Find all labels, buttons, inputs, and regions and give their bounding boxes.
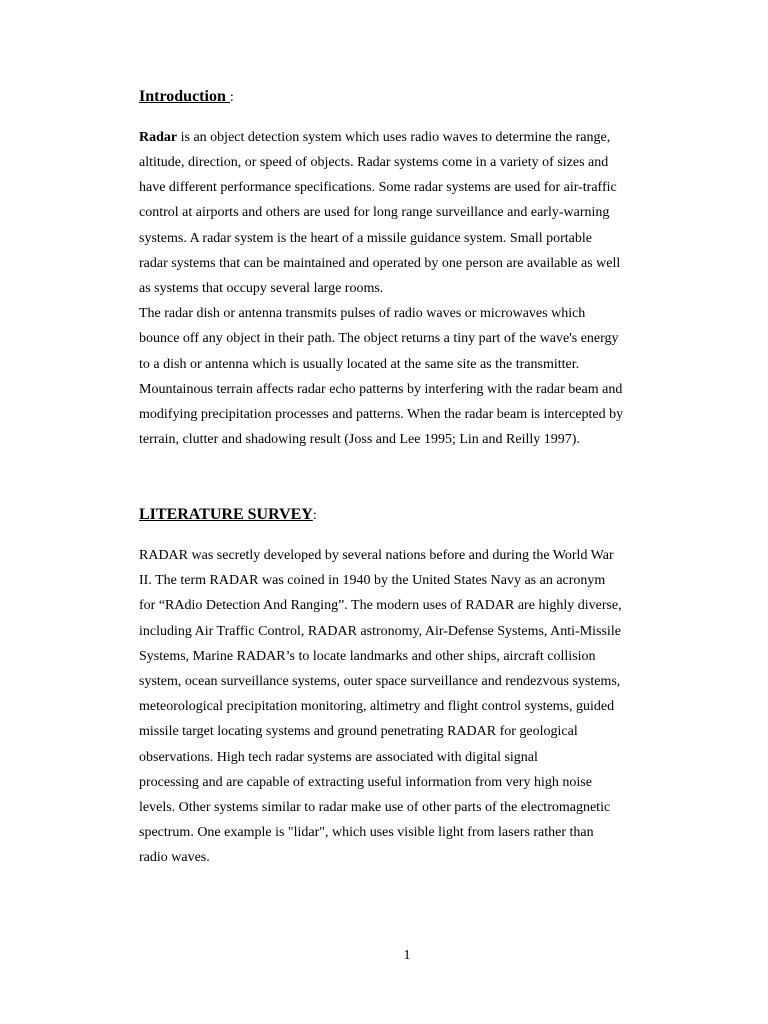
paragraph-line: systems. A radar system is the heart of a missile guidance system. Small portable [139,231,592,246]
paragraph-line: control at airports and others are used for long range surveillance and early-warning [139,205,610,220]
paragraph-line: altitude, direction, or speed of objects. Radar systems come in a variety of sizes and [139,155,609,170]
introduction-colon: : [229,90,234,105]
paragraph-line: for “RAdio Detection And Ranging”. The modern uses of RADAR are highly diverse, [139,598,622,613]
paragraph-line: Mountainous terrain affects radar echo patterns by interfering with the radar beam and [139,382,623,397]
paragraph-line: II. The term RADAR was coined in 1940 by the United States Navy as an acronym [139,573,606,588]
paragraph-line: spectrum. One example is "lidar", which uses visible light from lasers rather than [139,825,594,840]
paragraph-line: radar systems that can be maintained and operated by one person are available as well [139,256,621,271]
paragraph-line: system, ocean surveillance systems, outer space surveillance and rendezvous systems, [139,674,621,689]
paragraph-line: Systems, Marine RADAR’s to locate landmarks and other ships, aircraft collision [139,649,596,664]
literature-survey-title: LITERATURE SURVEY [139,506,313,523]
page-number: 1 [403,948,411,963]
paragraph-line: processing and are capable of extracting useful information from very high noise [139,775,592,790]
paragraph-line: including Air Traffic Control, RADAR astronomy, Air-Defense Systems, Anti-Missile [139,624,621,639]
paragraph-line: meteorological precipitation monitoring, altimetry and flight control systems, guided [139,699,615,714]
paragraph-line: to a dish or antenna which is usually located at the same site as the transmitter. [139,357,580,372]
paragraph-line: modifying precipitation processes and patterns. When the radar beam is intercepted by [139,407,624,422]
paragraph-line: bounce off any object in their path. The object returns a tiny part of the wave's energy [139,331,619,346]
paragraph-line: levels. Other systems similar to radar make use of other parts of the electromagnetic [139,800,611,815]
paragraph-line: radio waves. [139,850,210,865]
paragraph-line: have different performance specifications. Some radar systems are used for air-traffic [139,180,617,195]
paragraph-line: Radar is an object detection system which uses radio waves to determine the range, [139,130,611,145]
literature-survey-colon: : [312,508,317,523]
radar-term: Radar [139,130,178,145]
paragraph-line: RADAR was secretly developed by several nations before and during the World War [139,548,614,563]
introduction-heading [139,88,234,106]
paragraph-line: as systems that occupy several large rooms. [139,281,384,296]
introduction-title: Introduction [139,88,230,105]
literature-survey-heading [139,506,317,524]
paragraph-line: missile target locating systems and ground penetrating RADAR for geological [139,724,578,739]
paragraph-line: terrain, clutter and shadowing result (Joss and Lee 1995; Lin and Reilly 1997). [139,432,580,447]
paragraph-line: The radar dish or antenna transmits pulses of radio waves or microwaves which [139,306,586,321]
paragraph-line: observations. High tech radar systems are associated with digital signal [139,750,538,765]
